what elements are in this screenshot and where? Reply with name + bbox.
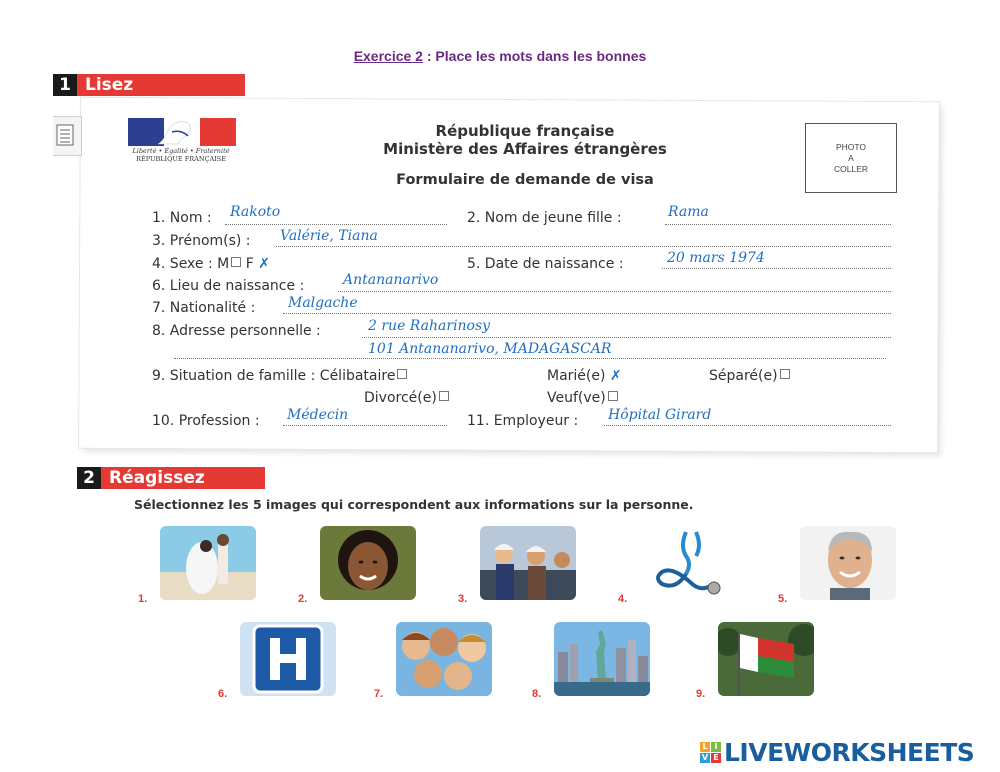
- photo-box-line3: COLLER: [833, 163, 868, 174]
- field-profession-value: Médecin: [287, 407, 349, 423]
- header-ministry: Ministère des Affaires étrangères: [383, 140, 667, 158]
- image-engineers[interactable]: [480, 526, 576, 600]
- field-nationalite-label: 7. Nationalité :: [152, 300, 256, 316]
- logo-wordmark: LIVEWORKSHEETS: [724, 737, 975, 767]
- checkbox-marie-checked[interactable]: ✗: [609, 368, 622, 384]
- section-2-number: 2: [77, 467, 101, 489]
- field-nationalite-line: [283, 313, 891, 314]
- image-number-4: 4.: [618, 593, 628, 605]
- header-republic: République française: [435, 122, 615, 140]
- field-adresse-line2: 101 Antananarivo, MADAGASCAR: [368, 341, 612, 357]
- field-veuf: [547, 390, 618, 406]
- field-sexe: [152, 256, 270, 272]
- field-prenom-line: [276, 246, 891, 247]
- image-wedding-couple[interactable]: [160, 526, 256, 600]
- section-2-label: Réagissez: [101, 467, 265, 489]
- field-adresse-line1: 2 rue Raharinosy: [368, 318, 491, 334]
- field-nom-line: [225, 224, 447, 225]
- field-prenom-value: Valérie, Tiana: [280, 228, 378, 244]
- field-naissance-label: 5. Date de naissance :: [467, 256, 624, 272]
- image-children-group[interactable]: [396, 622, 492, 696]
- image-grey-haired-man[interactable]: [800, 526, 896, 600]
- form-header: [340, 122, 710, 158]
- checkbox-sexe-f-checked[interactable]: ✗: [258, 256, 270, 272]
- image-madagascar-flag[interactable]: [718, 622, 814, 696]
- field-nom-value: Rakoto: [230, 204, 281, 220]
- section-1-label: Lisez: [77, 74, 245, 96]
- image-number-7: 7.: [374, 688, 384, 700]
- field-employeur-label: 11. Employeur :: [467, 413, 579, 429]
- exercise-title: [0, 48, 1000, 64]
- field-situation: [152, 368, 407, 384]
- image-smiling-woman[interactable]: [320, 526, 416, 600]
- field-profession-label: 10. Profession :: [152, 413, 260, 429]
- field-marie-label: Marié(e): [547, 368, 606, 384]
- exercise-label: Exercice 2: [353, 48, 423, 64]
- field-jeune-fille-label: 2. Nom de jeune fille :: [467, 210, 622, 226]
- image-number-9: 9.: [696, 688, 706, 700]
- field-adresse-dotline2: [174, 358, 886, 359]
- field-sexe-f: F: [245, 256, 254, 272]
- logo-letter-e: E: [711, 753, 721, 763]
- logo-letter-i: I: [711, 742, 721, 752]
- exercise-instruction: : Place les mots dans les bonnes: [422, 48, 647, 64]
- flag-caption: RÉPUBLIQUE FRANÇAISE: [136, 155, 226, 163]
- field-profession-line: [283, 425, 447, 426]
- image-number-5: 5.: [778, 593, 788, 605]
- field-lieu-label: 6. Lieu de naissance :: [152, 278, 305, 294]
- field-lieu-line: [338, 291, 891, 292]
- field-prenom-label: 3. Prénom(s) :: [152, 233, 251, 249]
- field-naissance-value: 20 mars 1974: [667, 250, 765, 266]
- field-jeune-fille-value: Rama: [668, 204, 709, 220]
- field-adresse-dotline1: [362, 337, 891, 338]
- field-veuf-label: Veuf(ve): [547, 390, 606, 406]
- field-adresse-label: 8. Adresse personnelle :: [152, 323, 321, 339]
- instructions: Sélectionnez les 5 images qui correspondent aux informations sur la personne.: [134, 497, 694, 512]
- image-number-6: 6.: [218, 688, 228, 700]
- marianne-logo: [128, 118, 236, 146]
- image-number-3: 3.: [458, 593, 468, 605]
- field-employeur-value: Hôpital Girard: [608, 407, 712, 423]
- field-nationalite-value: Malgache: [288, 295, 358, 311]
- checkbox-celibataire[interactable]: [397, 369, 407, 379]
- photo-box: [805, 123, 897, 193]
- field-marie: [547, 368, 622, 384]
- checkbox-sexe-m[interactable]: [231, 257, 241, 267]
- image-stethoscope[interactable]: [640, 526, 736, 600]
- photo-box-line2: A: [848, 152, 854, 163]
- photo-box-line1: PHOTO: [835, 141, 867, 152]
- field-jeune-fille-line: [665, 224, 891, 225]
- notebook-icon: [53, 116, 82, 156]
- image-number-8: 8.: [532, 688, 542, 700]
- field-employeur-line: [604, 425, 891, 426]
- field-nom-label: 1. Nom :: [152, 210, 212, 226]
- image-number-2: 2.: [298, 593, 308, 605]
- logo-letter-v: V: [701, 753, 709, 762]
- section-1-header: [53, 74, 245, 96]
- checkbox-veuf[interactable]: [608, 391, 618, 401]
- form-title: Formulaire de demande de visa: [396, 172, 654, 188]
- field-separe: [709, 368, 790, 384]
- image-number-1: 1.: [138, 593, 148, 605]
- checkbox-divorce[interactable]: [439, 391, 449, 401]
- field-divorce-label: Divorcé(e): [364, 390, 437, 406]
- logo-letter-l: L: [700, 742, 710, 752]
- checkbox-separe[interactable]: [780, 369, 790, 379]
- section-1-number: 1: [53, 74, 77, 96]
- liveworksheets-logo: [700, 737, 974, 767]
- field-sexe-label: 4. Sexe : M: [152, 256, 230, 272]
- field-situation-label: 9. Situation de famille : Célibataire: [152, 368, 396, 384]
- image-hospital-sign[interactable]: [240, 622, 336, 696]
- image-statue-of-liberty[interactable]: [554, 622, 650, 696]
- field-separe-label: Séparé(e): [709, 368, 778, 384]
- flag-motto: Liberté • Égalité • Fraternité: [132, 147, 230, 155]
- field-divorce: [364, 390, 449, 406]
- section-2-header: [77, 467, 265, 489]
- field-lieu-value: Antananarivo: [343, 272, 439, 288]
- logo-grid-icon: [700, 742, 721, 763]
- field-naissance-line: [662, 268, 891, 269]
